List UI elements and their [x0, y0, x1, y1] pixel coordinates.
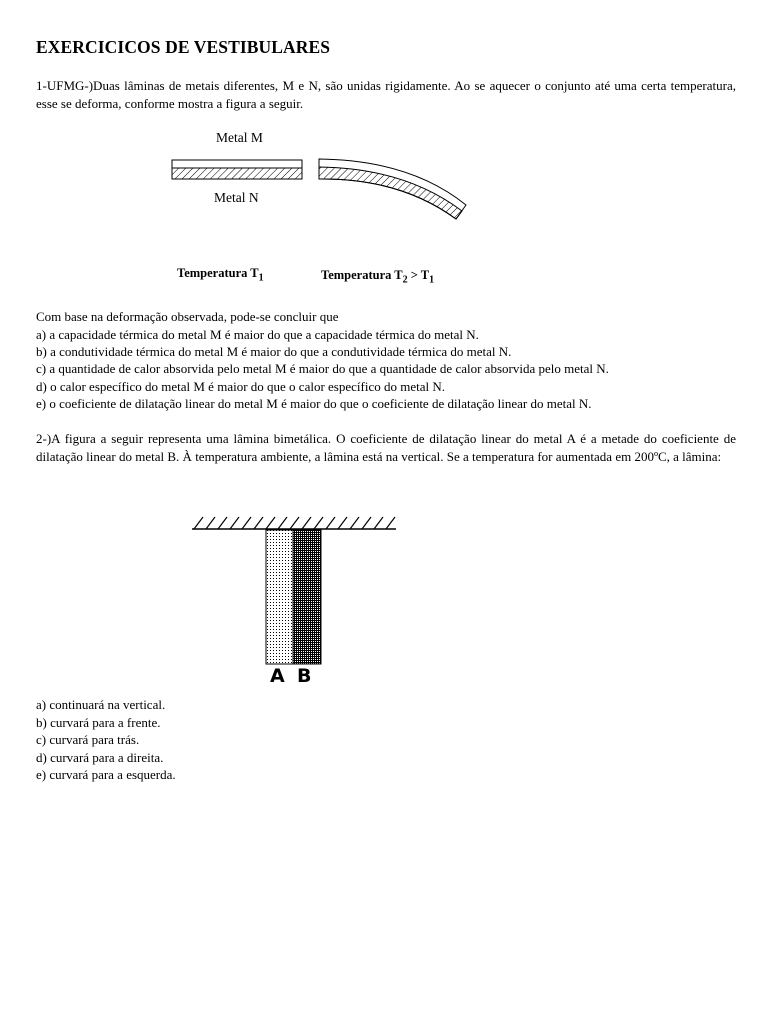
q2-option-a: a) continuará na vertical. — [36, 697, 166, 712]
q2-option-e: e) curvará para a esquerda. — [36, 767, 176, 782]
q2-option-b: b) curvará para a frente. — [36, 715, 161, 730]
question-1-text: 1-UFMG-)Duas lâminas de metais diferentes, M e N, são unidas rigidamente. Ao se aquecer o conjunto até uma certa temperatura, esse se deforma, conforme mostra a figura a seguir. — [36, 78, 736, 111]
q2-option-d: d) curvará para a direita. — [36, 750, 164, 765]
temperature-t1-label: Temperatura $T_1$ — [177, 266, 264, 284]
q2-option-c: c) curvará para trás. — [36, 732, 140, 747]
label-b: B — [297, 665, 312, 687]
metal-a-strip — [266, 530, 293, 664]
metal-n-label: Metal N — [214, 190, 259, 205]
temperature-t2-label: Temperatura $T_2 > T_1$ — [321, 268, 435, 286]
vertical-bimetal-drawing — [0, 500, 768, 700]
metal-m-label: Metal M — [216, 130, 263, 145]
straight-strip-metal-n — [172, 168, 302, 179]
ceiling-hatch — [194, 517, 395, 529]
q1-option-e: e) o coeficiente de dilatação linear do metal M é maior do que o coeficiente de dilatação linear do metal N. — [36, 396, 592, 411]
q1-option-d: d) o calor específico do metal M é maior do que o calor específico do metal N. — [36, 379, 445, 394]
page-title: EXERCICICOS DE VESTIBULARES — [36, 37, 331, 57]
question-2-text: 2-)A figura a seguir representa uma lâmina bimetálica. O coeficiente de dilatação linear do metal A é a metade do coeficiente de dilatação linear do metal B. À temperatura ambiente, a lâmina está na vertical. Se a temperatura for aumentada em 200ºC, a lâmina: — [36, 431, 736, 464]
q1-option-b: b) a condutividade térmica do metal M é maior do que a condutividade térmica do metal N. — [36, 344, 512, 359]
metal-b-strip — [293, 530, 321, 664]
bimetal-strip-drawing — [0, 0, 768, 300]
q1-option-c: c) a quantidade de calor absorvida pelo metal M é maior do que a quantidade de calor absorvida pelo metal N. — [36, 361, 609, 376]
label-a: A — [270, 665, 285, 687]
question-1-intro: Com base na deformação observada, pode-se concluir que — [36, 309, 339, 324]
q1-option-a: a) a capacidade térmica do metal M é maior do que a capacidade térmica do metal N. — [36, 327, 479, 342]
